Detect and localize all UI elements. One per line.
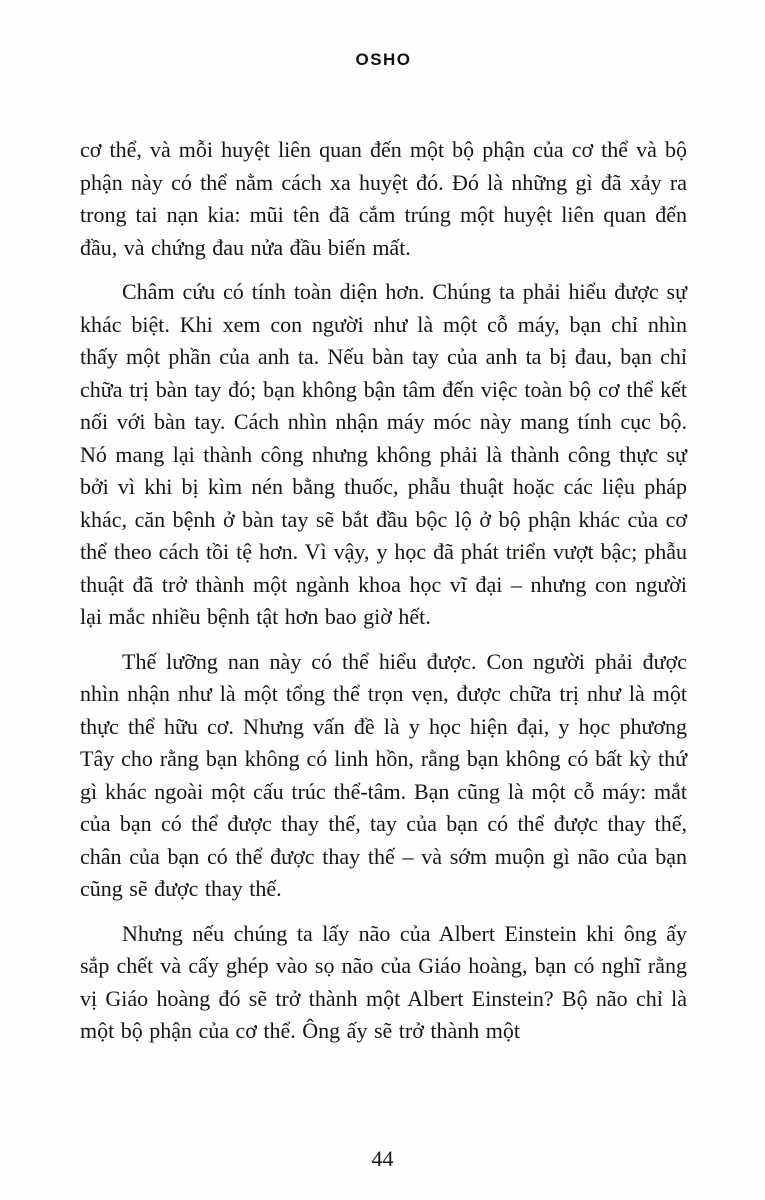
paragraph: Nhưng nếu chúng ta lấy não của Albert Einstein khi ông ấy sắp chết và cấy ghép vào sọ não của Giáo hoàng, bạn có nghĩ rằng vị Giáo hoàng đó sẽ trở thành một Albert Einstein? Bộ não chỉ là một bộ phận của cơ thể. Ông ấy sẽ trở thành một [80,920,687,1043]
page-content [80,134,687,1048]
running-header: OSHO [355,50,412,69]
paragraph: Châm cứu có tính toàn diện hơn. Chúng ta phải hiểu được sự khác biệt. Khi xem con người như là một cỗ máy, bạn chỉ nhìn thấy một phần của anh ta. Nếu bàn tay của anh ta bị đau, bạn chỉ chữa trị bàn tay đó; bạn không bận tâm đến việc toàn bộ cơ thể kết nối với bàn tay. Cách nhìn nhận máy móc này mang tính cục bộ. Nó mang lại thành công nhưng không phải là thành công thực sự bởi vì khi bị kìm nén bằng thuốc, phẫu thuật hoặc các liệu pháp khác, căn bệnh ở bàn tay sẽ bắt đầu bộc lộ ở bộ phận khác của cơ thể theo cách tồi tệ hơn. Vì vậy, y học đã phát triển vượt bậc; phẫu thuật đã trở thành một ngành khoa học vĩ đại – nhưng con người lại mắc nhiều bệnh tật hơn bao giờ hết. [80,279,687,629]
paragraph-continuation: cơ thể, và mỗi huyệt liên quan đến một bộ phận của cơ thể và bộ phận này có thể nằm cách xa huyệt đó. Đó là những gì đã xảy ra trong tai nạn kia: mũi tên đã cắm trúng một huyệt liên quan đến đầu, và chứng đau nửa đầu biến mất. [80,137,687,260]
page-number: 44 [371,1146,394,1171]
paragraph: Thế lưỡng nan này có thể hiểu được. Con người phải được nhìn nhận như là một tổng thể trọn vẹn, được chữa trị như là một thực thể hữu cơ. Nhưng vấn đề là y học hiện đại, y học phương Tây cho rằng bạn không có linh hồn, rằng bạn không có bất kỳ thứ gì khác ngoài một cấu trúc thể-tâm. Bạn cũng là một cỗ máy: mắt của bạn có thể được thay thế, tay của bạn có thể được thay thế, chân của bạn có thể được thay thế – và sớm muộn gì não của bạn cũng sẽ được thay thế. [80,648,687,901]
